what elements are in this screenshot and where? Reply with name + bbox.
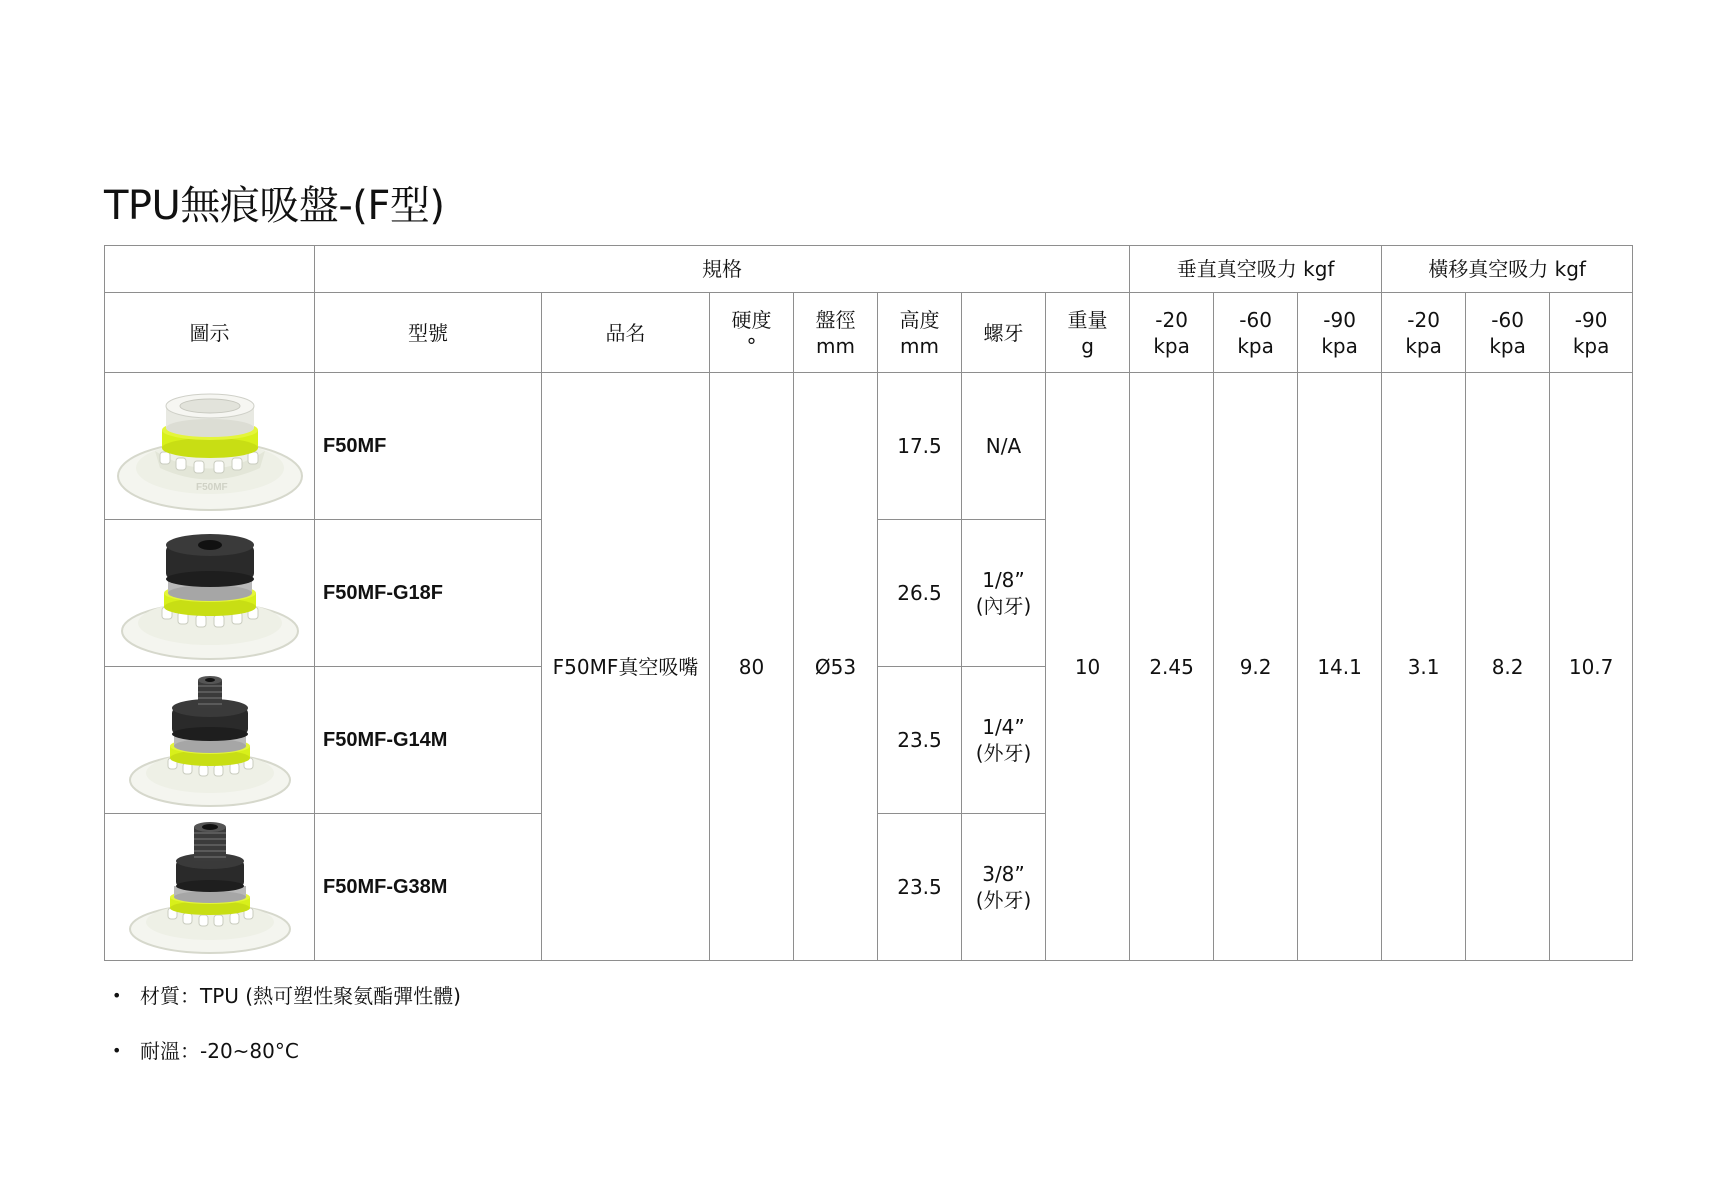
suction-cup-female-thread-image	[110, 523, 310, 663]
lateral-60-cell: 8.2	[1466, 373, 1550, 961]
product-image-cell	[105, 520, 315, 667]
bullet-icon: •	[112, 986, 122, 1005]
model-cell: F50MF	[315, 373, 542, 520]
thread-cell: N/A	[962, 373, 1046, 520]
suction-cup-plain-image	[110, 376, 310, 516]
suction-cup-male-thread-38-image	[110, 817, 310, 957]
height-cell: 17.5	[878, 373, 962, 520]
vertical-20-cell: 2.45	[1130, 373, 1214, 961]
height-cell: 23.5	[878, 667, 962, 814]
group-header-row	[105, 246, 1633, 293]
height-cell: 23.5	[878, 814, 962, 961]
lateral-90-header: -90 kpa	[1550, 293, 1633, 373]
table-row	[105, 373, 1633, 520]
vertical-60-header: -60 kpa	[1214, 293, 1298, 373]
weight-cell: 10	[1046, 373, 1130, 961]
thread-cell: 1/4” (外牙)	[962, 667, 1046, 814]
image-column-header: 圖示	[105, 293, 315, 373]
bullet-icon: •	[112, 1041, 122, 1060]
product-image-cell	[105, 814, 315, 961]
thread-column-header: 螺牙	[962, 293, 1046, 373]
model-cell: F50MF-G14M	[315, 667, 542, 814]
name-column-header: 品名	[542, 293, 710, 373]
vertical-90-header: -90 kpa	[1298, 293, 1382, 373]
model-cell: F50MF-G38M	[315, 814, 542, 961]
hardness-cell: 80	[710, 373, 794, 961]
cup-label-text: F50MF	[195, 482, 228, 493]
vertical-60-cell: 9.2	[1214, 373, 1298, 961]
height-cell: 26.5	[878, 520, 962, 667]
spec-table	[104, 245, 1633, 961]
thread-cell: 1/8” (內牙)	[962, 520, 1046, 667]
lateral-90-cell: 10.7	[1550, 373, 1633, 961]
product-name-cell: F50MF真空吸嘴	[542, 373, 710, 961]
lateral-60-header: -60 kpa	[1466, 293, 1550, 373]
empty-header-cell	[105, 246, 315, 293]
column-header-row	[105, 293, 1633, 373]
page-title: TPU無痕吸盤-(F型)	[104, 183, 445, 229]
model-column-header: 型號	[315, 293, 542, 373]
product-image-cell	[105, 373, 315, 520]
note-temperature	[112, 1038, 461, 1093]
lateral-force-header: 橫移真空吸力 kgf	[1382, 246, 1633, 293]
thread-cell: 3/8” (外牙)	[962, 814, 1046, 961]
lateral-20-header: -20 kpa	[1382, 293, 1466, 373]
vertical-force-header: 垂直真空吸力 kgf	[1130, 246, 1382, 293]
hardness-column-header: 硬度 °	[710, 293, 794, 373]
spec-group-header: 規格	[315, 246, 1130, 293]
lateral-20-cell: 3.1	[1382, 373, 1466, 961]
diameter-column-header: 盤徑 mm	[794, 293, 878, 373]
suction-cup-male-thread-14-image	[110, 670, 310, 810]
vertical-90-cell: 14.1	[1298, 373, 1382, 961]
product-image-cell	[105, 667, 315, 814]
model-cell: F50MF-G18F	[315, 520, 542, 667]
diameter-cell: Ø53	[794, 373, 878, 961]
note-material	[112, 983, 461, 1038]
note-text: 耐溫：-20~80°C	[140, 1039, 299, 1063]
note-text: 材質：TPU (熱可塑性聚氨酯彈性體)	[140, 984, 461, 1008]
weight-column-header: 重量 g	[1046, 293, 1130, 373]
height-column-header: 高度 mm	[878, 293, 962, 373]
notes-list	[112, 983, 461, 1093]
vertical-20-header: -20 kpa	[1130, 293, 1214, 373]
